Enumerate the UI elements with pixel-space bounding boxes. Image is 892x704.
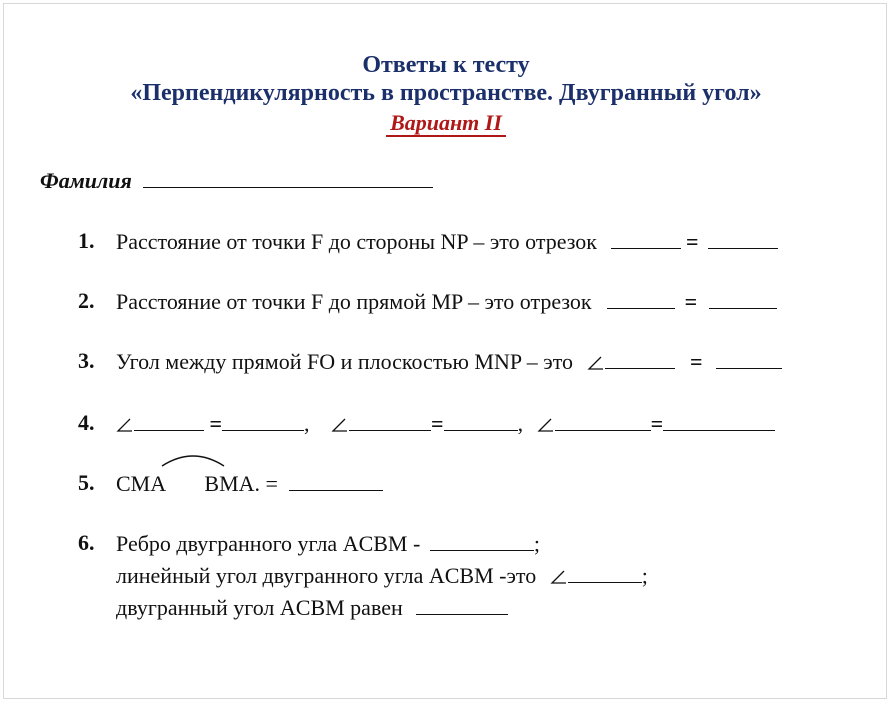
item-5-bma: BMA. = (204, 471, 278, 496)
item-4-blank-c[interactable] (349, 410, 431, 431)
item-1-text: Расстояние от точки F до стороны NP – это отрезок (116, 229, 597, 254)
item-3-text: Угол между прямой FO и плоскостью MNP – это (116, 349, 574, 374)
title-line-1: Ответы к тесту (362, 52, 530, 78)
item-4-equals-a: = (209, 411, 223, 436)
item-6-text-1: Ребро двугранного угла ACBM - (116, 531, 421, 556)
angle-icon (537, 417, 553, 431)
item-4-blank-b[interactable] (222, 410, 304, 431)
item-4-blank-d[interactable] (444, 410, 518, 431)
item-1-blank-a[interactable] (611, 228, 681, 249)
item-2-text: Расстояние от точки F до прямой MP – это отрезок (116, 289, 592, 314)
title-line-2: «Перпендикулярность в пространстве. Двугранный угол» (130, 80, 762, 106)
item-4-equals-c: = (650, 411, 664, 436)
item-6-text-2: линейный угол двугранного угла ACBM -это (116, 563, 537, 588)
item-1-number: 1. (78, 228, 95, 253)
item-2-number: 2. (78, 288, 95, 313)
item-4-blank-f[interactable] (663, 410, 775, 431)
item-4-comma-a: , (304, 411, 310, 436)
arc-icon (160, 452, 226, 468)
item-6-blank-b[interactable] (568, 562, 642, 583)
angle-icon (550, 569, 566, 583)
angle-icon (116, 417, 132, 431)
item-4-blank-a[interactable] (134, 410, 204, 431)
item-1-blank-b[interactable] (708, 228, 778, 249)
item-6-text-3: двугранный угол ACBM равен (116, 595, 403, 620)
item-2 (116, 288, 777, 315)
item-3 (116, 348, 782, 375)
angle-icon (331, 417, 347, 431)
item-3-blank-b[interactable] (716, 348, 782, 369)
item-5-cma: CMA (116, 471, 165, 496)
item-5-number: 5. (78, 470, 95, 495)
item-4 (116, 410, 775, 437)
item-6-line-2 (116, 562, 648, 589)
variant-text: Вариант II (386, 110, 506, 137)
item-1 (116, 228, 778, 255)
item-2-equals: = (684, 289, 698, 314)
item-6-line-1 (116, 530, 540, 557)
item-3-equals: = (690, 349, 703, 374)
surname-row (40, 167, 433, 194)
surname-label: Фамилия (40, 168, 132, 193)
item-6-line-3 (116, 594, 508, 621)
item-2-blank-b[interactable] (709, 288, 777, 309)
item-4-blank-e[interactable] (555, 410, 651, 431)
item-4-comma-b: , (517, 411, 524, 436)
item-1-equals: = (686, 229, 699, 254)
item-3-blank-a[interactable] (605, 348, 675, 369)
item-4-equals-b: = (431, 411, 444, 436)
item-6-blank-c[interactable] (416, 594, 508, 615)
variant-label (0, 110, 892, 136)
item-6-number: 6. (78, 530, 95, 555)
item-2-blank-a[interactable] (607, 288, 675, 309)
item-5-blank[interactable] (289, 470, 383, 491)
item-6-semicolon-2: ; (641, 563, 648, 588)
item-5 (116, 470, 383, 497)
angle-icon (587, 355, 603, 369)
item-6-semicolon-1: ; (533, 531, 540, 556)
item-3-number: 3. (78, 348, 95, 373)
item-4-number: 4. (78, 410, 95, 435)
surname-blank[interactable] (143, 167, 433, 188)
item-6-blank-a[interactable] (430, 530, 534, 551)
